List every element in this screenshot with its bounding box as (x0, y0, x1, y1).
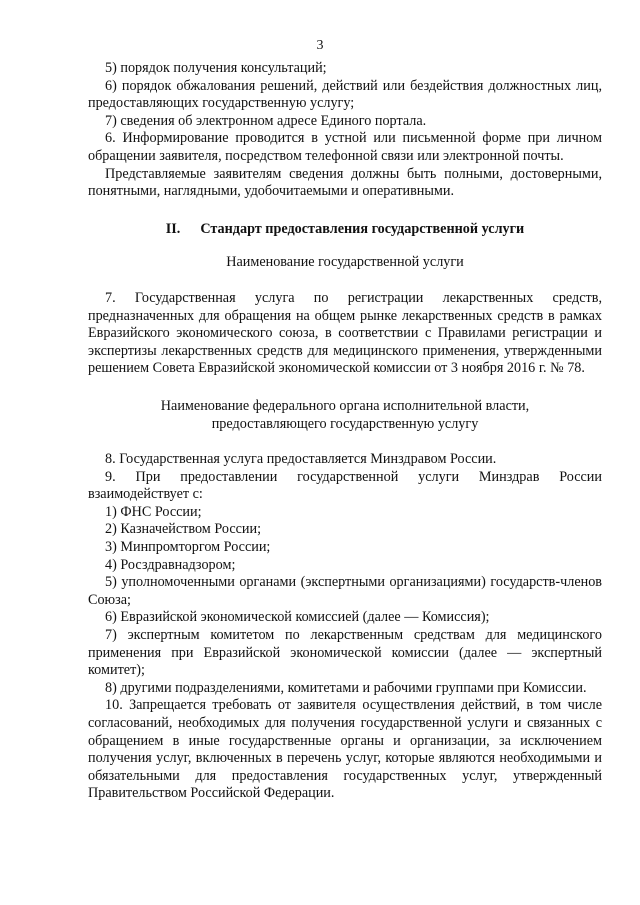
paragraph: Представляемые заявителям сведения должны быть полными, достоверными, понятными, наглядными, удобочитаемыми и оперативными. (88, 165, 602, 200)
paragraph-8: 8. Государственная услуга предоставляется Минздравом России. (105, 451, 497, 468)
subheading-service-name: Наименование государственной услуги (226, 254, 464, 271)
subheading-authority (88, 398, 602, 433)
list-item: 2) Казначейством России; (105, 521, 262, 538)
paragraph-6: 6. Информирование проводится в устной или письменной форме при личном обращении заявителя, посредством телефонной связи или электронной почты. (88, 130, 602, 164)
list-item: 7) экспертным комитетом по лекарственным средствам для медицинского применения при Евразийской экономической комиссии (далее — экспертный комитет); (88, 627, 602, 679)
list-item: 5) порядок получения консультаций; (105, 60, 327, 76)
section-number: II. (165, 220, 181, 237)
paragraph-10: 10. Запрещается требовать от заявителя осуществления действий, в том числе согласований, необходимых для получения государственной услуги и связанных с обращением в иные государственные органы и организации, за исключением получения услуг, включенных в перечень услуг, которые являются необходимыми и обязательными для предоставления государственных услуг, утвержденный Правительством Российской Федерации. (88, 697, 602, 802)
list-item: 6) порядок обжалования решений, действий или бездействия должностных лиц, предоставляющих государственную услугу; (88, 77, 602, 112)
subheading-line-2: предоставляющего государственную услугу (211, 415, 479, 432)
paragraph-9: 9. При предоставлении государственной услуги Минздрав России взаимодействует с: (88, 468, 602, 503)
list-item: 8) другими подразделениями, комитетами и рабочими группами при Комиссии. (105, 679, 587, 696)
section-heading (88, 221, 602, 239)
subheading-line-1: Наименование федерального органа исполнительной власти, (160, 397, 530, 414)
list-item: 3) Минпромторгом России; (105, 539, 271, 556)
section-title: Стандарт предоставления государственной услуги (200, 220, 525, 237)
list-item: 1) ФНС России; (105, 503, 202, 520)
list-item: 4) Росздравнадзором; (105, 556, 236, 573)
paragraph-7: 7. Государственная услуга по регистрации лекарственных средств, предназначенных для обращения на общем рынке лекарственных средств в рамках Евразийского экономического союза, в соответствии с Правилами регистрации и экспертизы лекарственных средств для медицинского применения, утвержденными решением Совета Евразийской экономической комиссии от 3 ноября 2016 г. № 78. (88, 289, 602, 377)
list-item: 7) сведения об электронном адресе Единого портала. (105, 112, 427, 129)
document-body (88, 60, 602, 803)
list-item: 6) Евразийской экономической комиссией (далее — Комиссия); (105, 609, 490, 626)
list-item: 5) уполномоченными органами (экспертными организациями) государств-членов Союза; (88, 574, 602, 608)
page-number: 3 (316, 38, 324, 53)
